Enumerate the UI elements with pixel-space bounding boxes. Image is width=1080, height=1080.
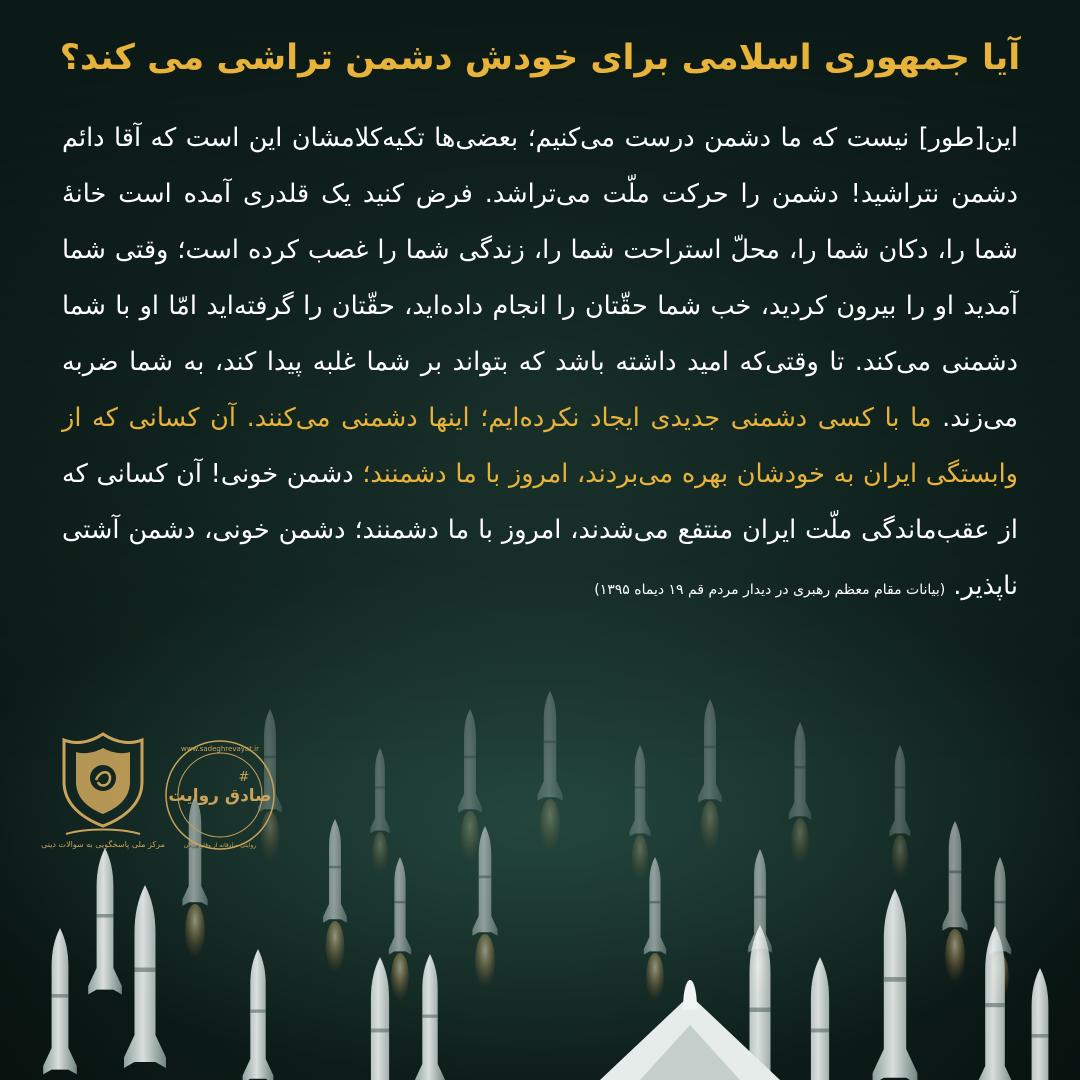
logo-title: صادق روایت bbox=[168, 786, 272, 806]
logo-tagline: روایتی صادقانه از وقایع ایران bbox=[183, 842, 257, 849]
sadegh-revayat-logo bbox=[160, 735, 280, 855]
quote-body bbox=[62, 110, 1018, 618]
organization-logo-text: مرکز ملی پاسخگویی به سوالات دینی bbox=[41, 840, 165, 849]
logo-url: www.sadeghrevayat.ir bbox=[180, 745, 260, 753]
quote-text-end: دشمن خونی! آن کسانی که از عقب‌ماندگی ملّت ایران منتفع می‌شدند، امروز با ما دشمنند؛ دشمن خونی، دشمن آشتی ناپذیر. bbox=[62, 459, 1018, 601]
quote-highlight: ما با کسی دشمنی جدیدی ایجاد نکرده‌ایم؛ اینها دشمنی می‌کنند. آن کسانی که از وابستگی ایران به خودشان بهره می‌بردند، امروز با ما دشمنند؛ bbox=[62, 403, 1018, 489]
hashtag-icon: # bbox=[238, 770, 250, 785]
quote-text: این[طور] نیست که ما دشمن درست می‌کنیم؛ بعضی‌ها تکیه‌کلامشان این است که آقا دائم دشمن نتراشید! دشمن را حرکت ملّت می‌تراشد. فرض کنید یک قلدری آمده است خانهٔ شما را، دکان شما را، محلّ استراحت شما را، زندگی شما را غصب کرده است؛ وقتی شما آمدید او را بیرون کردید، خب شما حقّتان را انجام داده‌اید، حقّتان را گرفته‌اید امّا او با شما دشمنی می‌کند. تا وقتی‌که امید داشته باشد که بتواند بر شما غلبه پیدا کند، به شما ضربه می‌زند. bbox=[62, 123, 1018, 433]
organization-logo bbox=[41, 730, 165, 850]
page-title: آیا جمهوری اسلامی برای خودش دشمن تراشی می کند؟ bbox=[59, 38, 1021, 78]
quote-source: (بیانات مقام معظم رهبری در دیدار مردم قم ۱۹ دیماه ۱۳۹۵) bbox=[594, 582, 946, 598]
